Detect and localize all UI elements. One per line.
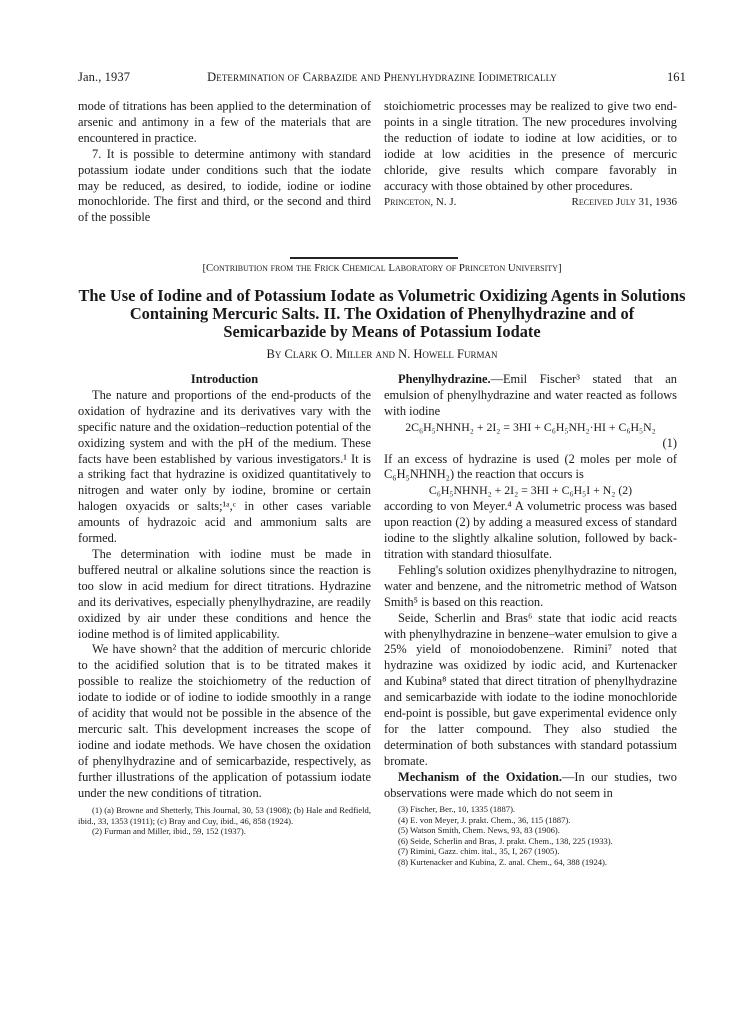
equation-1: 2C₆H₅NHNH₂ + 2I₂ = 3HI + C₆H₅NH₂·HI + C₆H₅N₂: [405, 419, 656, 434]
footnote: (8) Kurtenacker and Kubina, Z. anal. Chem., 64, 388 (1924).: [398, 856, 608, 867]
paragraph: mode of titrations has been applied to the determination of arsenic and antimony in a few of the materials that are encountered in practice.: [78, 99, 371, 145]
paragraph: If an excess of hydrazine is used (2 moles per mole of C₆H₅NHNH₂) the reaction that occurs is: [384, 451, 677, 482]
footnote: (4) E. von Meyer, J. prakt. Chem., 36, 115 (1887).: [398, 814, 571, 825]
footnote: (6) Seide, Scherlin and Bras, J. prakt. Chem., 138, 225 (1933).: [398, 835, 613, 846]
prev-article-right: [384, 99, 677, 211]
paragraph: Fehling's solution oxidizes phenylhydrazine to nitrogen, water and benzene, and the nitrometric method of Watson Smith⁵ is based on this reaction.: [384, 562, 677, 609]
footnotes: [384, 804, 677, 867]
header-date: Jan., 1937: [78, 70, 131, 84]
contribution-line: [Contribution from the Frick Chemical Laboratory of Princeton University]: [202, 262, 562, 274]
received-date: Received July 31, 1936: [571, 196, 677, 209]
prev-article-left: [78, 99, 371, 226]
section-divider: [290, 257, 458, 259]
article-title: The Use of Iodine and of Potassium Iodate as Volumetric Oxidizing Agents in Solutions Containing Mercuric Salts. II. The Oxidation of Phenylhydrazine and of Semicarbazide by Means of Potassium Iodate: [78, 286, 686, 341]
footnote: (1) (a) Browne and Shetterly, This Journal, 30, 53 (1908); (b) Hale and Redfield, ibid., 33, 1353 (1911); (c) Bray and Cuy, ibid., 46, 858 (1924).: [78, 805, 371, 826]
paragraph: The nature and proportions of the end-products of the oxidation of hydrazine and its derivatives vary with the specific nature and the oxidation–reduction potential of the oxidizing system and with the pH of the medium. These facts have been established by various investigators.¹ It is a striking fact that hydrazine is oxidized quantitatively to nitrogen and water only by iodine, bromine or certain halogen oxyacids or salts;¹ᵃ,ᶜ in other cases variable amounts of hydrazoic acid and ammonium salts are formed.: [78, 387, 371, 546]
header-title: Determination of Carbazide and Phenylhydrazine Iodimetrically: [207, 70, 557, 84]
footnote: (7) Rimini, Gazz. chim. ital., 35, I, 267 (1905).: [398, 846, 560, 857]
footnotes: [78, 805, 371, 837]
paragraph-text: —In our studies, two observations were made which do not seem in: [384, 769, 677, 800]
section-heading: Introduction: [190, 372, 259, 386]
paragraph: according to von Meyer.⁴ A volumetric process was based upon reaction (2) by adding a measured excess of standard iodine to the slightly alkaline solution, followed by back-titration with standard thiosulfate.: [384, 499, 677, 561]
page-number: 161: [666, 70, 686, 84]
equation-number: (1): [662, 435, 677, 450]
paragraph: We have shown² that the addition of mercuric chloride to the acidified solution that is to be titrated makes it possible to realize the stoichiometry of the reduction of iodate to iodide or of iodine to iodide smoothly in a range of acidity that would not be possible in the absence of the mercuric salt. This development increases the scope of iodine and iodate methods. We have chosen the oxidation of phenylhydrazine and of semicarbazide, respectively, as further illustrations of the application of potassium iodate under the new conditions of titration.: [78, 642, 371, 800]
paragraph: [384, 770, 677, 802]
footnote: (2) Furman and Miller, ibid., 59, 152 (1937).: [92, 826, 246, 837]
paragraph-text: —Emil Fischer³ stated that an emulsion of phenylhydrazine and water reacted as follows with iodine: [384, 372, 677, 418]
run-in-heading: Mechanism of the Oxidation.: [398, 769, 562, 784]
paragraph: stoichiometric processes may be realized to give two end-points in a single titration. The new procedures involving the reduction of iodate to iodine at low acidities, or to iodide at low acidities in the presence of mercuric chloride, give results which compare favorably in accuracy with those obtained by other procedures.: [384, 99, 677, 193]
footnote: (5) Watson Smith, Chem. News, 93, 83 (1906).: [398, 825, 560, 836]
intro-column: [78, 372, 371, 837]
paragraph: The determination with iodine must be made in buffered neutral or alkaline solutions since the reaction is too slow in acid medium for direct titrations. Hydrazine and its derivatives, especially phenylhydrazine, are readily oxidized by air under these conditions and hence the iodine method is of limited applicability.: [78, 546, 371, 641]
paragraph: 7. It is possible to determine antimony with standard potassium iodate under conditions such that the iodate may be reduced, as desired, to iodide, iodine or iodine monochloride. The first and third, or the second and third of the possible: [78, 146, 371, 225]
paragraph: [384, 372, 677, 420]
paragraph: Seide, Scherlin and Bras⁶ state that iodic acid reacts with phenylhydrazine in benzene–water emulsion to give a 25% yield of monoiodobenzene. Rimini⁷ noted that hydrazine was oxidized by iodic acid, and Kurtenacker and Kubina⁸ stated that direct titration of phenylhydrazine and semicarbazide with iodate to the iodine monochloride end-point is possible, but gave experimental evidence only for the latter compound. They also studied the determination of both substances with standard potassium bromate.: [384, 610, 677, 768]
phenylhydrazine-column: [384, 372, 677, 867]
authors: By Clark O. Miller and N. Howell Furman: [266, 347, 498, 361]
footnote: (3) Fischer, Ber., 10, 1335 (1887).: [398, 804, 516, 815]
place: Princeton, N. J.: [384, 196, 457, 209]
run-in-heading: Phenylhydrazine.: [398, 372, 491, 386]
equation-2: C₆H₅NHNH₂ + 2I₂ = 3HI + C₆H₅I + N₂ (2): [428, 483, 633, 498]
affiliation-line: [384, 195, 677, 211]
